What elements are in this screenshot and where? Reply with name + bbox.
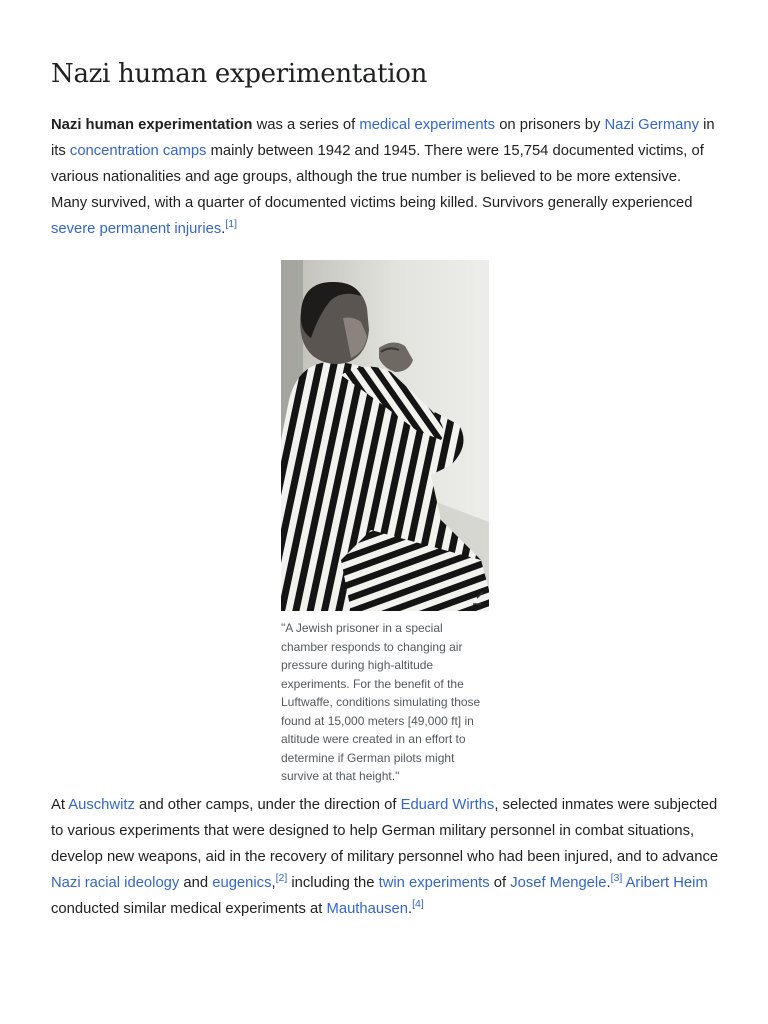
article — [51, 0, 721, 922]
body-text-1: At — [51, 796, 69, 813]
link-nazi-germany[interactable]: Nazi Germany — [604, 117, 700, 133]
link-severe-permanent-injuries[interactable]: severe permanent injuries — [51, 221, 222, 237]
intro-paragraph — [51, 112, 721, 242]
link-twin-experiments[interactable]: twin experiments — [378, 874, 490, 891]
body-paragraph — [51, 792, 721, 922]
link-medical-experiments[interactable]: medical experiments — [359, 117, 496, 133]
reference-1-link[interactable]: [1] — [225, 218, 238, 231]
body-text-3: , selected inmates were subjected to various experiments that were designed to help German military personnel in combat situations, develop new weapons, aid in the recovery of military personnel who had been injured, and to advance — [51, 796, 719, 865]
body-text-5: , — [271, 874, 276, 891]
link-aribert-heim[interactable]: Aribert Heim — [625, 874, 708, 891]
body-text-6: including the — [287, 874, 379, 891]
prisoner-photo[interactable] — [281, 260, 489, 611]
body-text-7: of — [489, 874, 511, 891]
reference-2-link[interactable]: [2] — [275, 871, 288, 884]
figure — [281, 260, 489, 786]
reference-4-link[interactable]: [4] — [412, 897, 424, 910]
body-text-4: and — [179, 874, 213, 891]
body-text-8: . — [606, 874, 611, 891]
link-josef-mengele[interactable]: Josef Mengele — [510, 874, 607, 891]
body-text-10: conducted similar medical experiments at — [51, 900, 327, 917]
link-concentration-camps[interactable]: concentration camps — [69, 143, 207, 159]
link-mauthausen[interactable]: Mauthausen — [326, 900, 408, 917]
bold-term: Nazi human experimentation — [51, 117, 253, 133]
intro-text-4: mainly between 1942 and 1945. There were 15,754 documented victims, of various nationalities and age groups, although the true number is believed to be more extensive. Many survived, with a quarter of documented victims being killed. Survivors generally experienced — [51, 143, 704, 211]
body-text-11: . — [407, 900, 413, 917]
reference-3-link[interactable]: [3] — [610, 871, 623, 884]
figure-caption: "A Jewish prisoner in a special chamber responds to changing air pressure during high-altitude experiments. For the benefit of the Luftwaffe, conditions simulating those found at 15,000 meters [49,000 ft] in altitude were created in an effort to determine if German pilots might survive at that height." — [281, 621, 481, 783]
link-auschwitz[interactable]: Auschwitz — [68, 796, 135, 813]
page-title: Nazi human experimentation — [51, 59, 428, 89]
intro-text-3: in its — [51, 117, 715, 159]
intro-text-1: was a series of — [252, 117, 360, 133]
intro-text-2: on prisoners by — [495, 117, 605, 133]
body-text-2: and other camps, under the direction of — [134, 796, 401, 813]
intro-text-5: . — [221, 221, 226, 237]
link-eduard-wirths[interactable]: Eduard Wirths — [400, 796, 495, 813]
link-eugenics[interactable]: eugenics — [212, 874, 272, 891]
link-nazi-racial-ideology[interactable]: Nazi racial ideology — [51, 874, 180, 891]
